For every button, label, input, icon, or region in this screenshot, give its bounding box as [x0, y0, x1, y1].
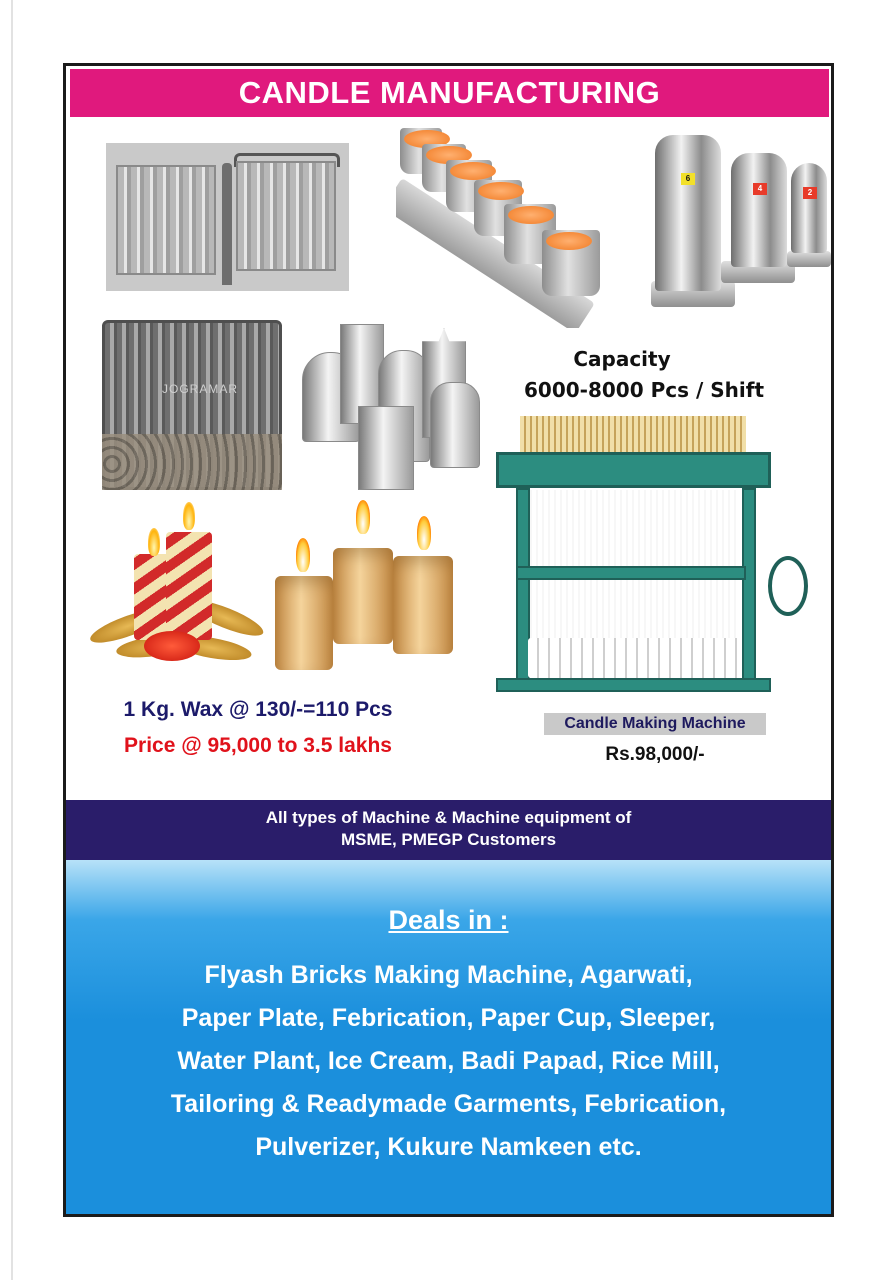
wick-threads	[530, 490, 738, 640]
wax-rack	[520, 416, 746, 452]
deals-list	[66, 954, 831, 1169]
customer-band	[66, 800, 831, 860]
heart-mould	[430, 382, 480, 468]
left-rule	[11, 0, 13, 1280]
mould-right	[236, 161, 336, 271]
capacity-label: Capacity	[573, 347, 671, 371]
machine-top-frame	[496, 452, 771, 488]
pillar-candle	[393, 556, 453, 654]
flower-tube-moulds-photo	[641, 131, 831, 331]
pillar-candles-photo	[271, 494, 463, 676]
deals-line: Water Plant, Ice Cream, Badi Papad, Rice Mill,	[177, 1047, 720, 1075]
machine-leg	[742, 488, 756, 688]
machine-label: Candle Making Machine	[544, 713, 766, 735]
small-tube-mould	[791, 163, 827, 253]
flame-icon	[356, 500, 370, 534]
flyer-frame	[63, 63, 834, 1217]
flame-icon	[417, 516, 431, 550]
flame-icon	[296, 538, 310, 572]
page-title: CANDLE MANUFACTURING	[70, 69, 829, 117]
band-line-2: MSME, PMEGP Customers	[340, 830, 557, 849]
mould-base	[787, 251, 831, 267]
deals-title: Deals in :	[388, 905, 509, 935]
medium-tube-mould	[731, 153, 787, 267]
mould-tag: 4	[753, 183, 767, 195]
capacity-value: 6000-8000 Pcs / Shift	[524, 378, 764, 402]
pillar-candle	[333, 548, 393, 644]
tall-tube-mould	[655, 135, 721, 291]
band-line-1: All types of Machine & Machine equipment of	[265, 808, 632, 827]
mould-tag: 6	[681, 173, 695, 185]
pillar-candle	[275, 576, 333, 670]
wax-yield-text: 1 Kg. Wax @ 130/-=110 Pcs	[123, 698, 393, 721]
aluminium-mould-photo	[106, 143, 349, 291]
deals-line: Flyash Bricks Making Machine, Agarwati,	[204, 961, 693, 989]
ribbon-bow	[144, 631, 200, 661]
deals-section	[66, 860, 831, 1217]
mould-cavities	[102, 434, 282, 490]
cup	[542, 230, 600, 296]
mould-tag: 2	[803, 187, 817, 199]
crank-handle	[768, 556, 808, 616]
flame-icon	[183, 502, 195, 530]
mould-left	[116, 165, 216, 275]
machine-crossbar	[516, 566, 746, 580]
flame-icon	[148, 528, 160, 556]
candle-cups-tray-photo	[396, 118, 611, 328]
watermark-text: JOGRAMAR	[162, 382, 239, 396]
striped-candle-tall	[166, 532, 212, 640]
tray-mould-photo	[102, 316, 282, 492]
hexagon-mould	[358, 406, 414, 490]
christmas-candles-photo	[86, 496, 271, 676]
candle-making-machine-photo	[496, 416, 816, 696]
price-range-text: Price @ 95,000 to 3.5 lakhs	[124, 734, 392, 757]
machine-price: Rs.98,000/-	[605, 744, 705, 765]
shaped-moulds-photo	[298, 320, 508, 495]
deals-line: Pulverizer, Kukure Namkeen etc.	[255, 1133, 642, 1161]
deals-line: Paper Plate, Febrication, Paper Cup, Sleeper,	[181, 1004, 716, 1032]
deals-line: Tailoring & Readymade Garments, Febrication,	[170, 1090, 727, 1118]
candle-rolls	[528, 638, 740, 678]
machine-base	[496, 678, 771, 692]
mould-rod	[222, 163, 232, 285]
